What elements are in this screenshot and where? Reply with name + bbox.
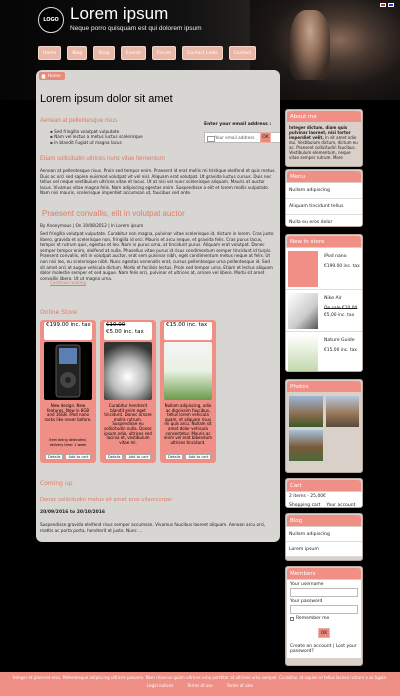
section-text: Aenean at pellentesque risus. Proin sed tempor enim. Praesent id erat mollis mi tristique eleifend et quis metus. Duis ac orci sed sapien euismod volutpat vit vel nisl. Aliquam erat volutpat. Ut gravida luctus cursus. Duis nec tellus vel neque vestibulum ultrices vitae et lacus. Ut at nisi vel nunc scelerisque aliquam. Mauris at auctor lacus. Vivamus vitae magna felis. Nam adipiscing egestas enim. Suspendisse a elit et lorem mollis vulputate. Nam nisi mauris, scelerisque imperdiet accumsan ut, faucibus sed ante. bbox=[40, 168, 276, 196]
price-text: €5.00 inc. tax bbox=[106, 329, 144, 335]
add-to-cart-button[interactable]: Add to cart bbox=[185, 454, 211, 460]
product-description: Nullam adipiscing, odio ac dignissim faucibus, tellus lorem vehicula quam, et aliquam risus mi quis arcu. Nullam sit amet dolor vehicula consectetur. Mauris ac enim vel erat bibendum ultrices tincidunt. bbox=[163, 403, 213, 445]
store-title: Online Store bbox=[40, 309, 78, 316]
product-image[interactable] bbox=[104, 342, 152, 400]
photo-thumbnail[interactable] bbox=[289, 430, 323, 461]
account-links[interactable]: Create an account | Lost your password? bbox=[290, 644, 357, 654]
add-to-cart-button[interactable]: Add to cart bbox=[125, 454, 151, 460]
store-list-item[interactable] bbox=[286, 332, 362, 372]
nav-item-home[interactable]: Home bbox=[38, 46, 61, 60]
price-text: €199.00 inc. tax bbox=[46, 322, 91, 328]
product-description: New design. New features. Now in 8GB and 16GB. iPod nano rocks like never before. bbox=[44, 403, 92, 422]
event-title[interactable]: Donec sollicitudin metus sit amet eros ullamcorper bbox=[40, 497, 173, 503]
widget-title: Menu bbox=[287, 171, 361, 182]
product-price bbox=[44, 322, 92, 340]
remember-me-label: Remember me bbox=[296, 616, 330, 621]
product-name[interactable]: Nike Air bbox=[324, 296, 342, 301]
cart-summary: 2 items - 25,00€ bbox=[286, 492, 362, 501]
product-thumbnail[interactable] bbox=[288, 251, 318, 287]
nav-item-forum[interactable]: Forum bbox=[152, 46, 176, 60]
store-widget bbox=[285, 234, 363, 372]
site-tagline: Neque porro quisquam est qui dolorem ipsum bbox=[70, 25, 202, 32]
product-thumbnail[interactable] bbox=[288, 293, 318, 329]
photo-grid bbox=[286, 393, 362, 464]
nav-item-contact[interactable]: Contact bbox=[229, 46, 257, 60]
product-description: Curabitur hendrerit blandit enim eget tincidunt. Donec ornare mollis rutrum. Suspendisse eu sollicitudin nulla. Donec ipsum odio, ultrices sed lacinia et, vestibulum vitae mi. bbox=[104, 403, 152, 445]
menu-item[interactable]: Nullam adipiscing bbox=[286, 183, 362, 199]
your-account-link[interactable]: Your account bbox=[326, 503, 356, 508]
product-card bbox=[160, 320, 216, 463]
section-title: Etiam sollicitudin ultrices nunc vitae fermentum bbox=[40, 156, 165, 162]
shopping-cart-link[interactable]: Shopping cart bbox=[289, 503, 321, 508]
product-image[interactable] bbox=[44, 342, 92, 400]
menu-item[interactable]: Aliquam tincidunt tellus bbox=[286, 199, 362, 215]
read-more-link[interactable]: Continue reading bbox=[50, 280, 87, 285]
article-title[interactable]: Praesent convallis, elit in volutpat auctor bbox=[42, 209, 185, 218]
footer-text: Integer et placerat eros. Pellentesque adipiscing ultrices posuere. Nam rhoncus quam ultrices urna porttitor at ultrices urna semper. Curabitur at sapien id tellus lacinia rutrum a ac ligula. bbox=[12, 675, 388, 680]
header-photo-figure bbox=[290, 10, 330, 80]
login-button[interactable]: OK bbox=[318, 628, 330, 638]
password-input[interactable] bbox=[290, 605, 358, 614]
newsletter-email-input[interactable]: Your email address bbox=[204, 132, 280, 143]
article-meta: By Anonymous | On 10/08/2012 | In Lorem ipsum bbox=[40, 223, 144, 228]
username-label: Your username bbox=[290, 582, 324, 587]
cart-widget bbox=[285, 478, 363, 508]
nav-item-blog[interactable]: Blog bbox=[67, 46, 87, 60]
nav-item-links[interactable]: Contact Links bbox=[182, 46, 223, 60]
newsletter-ok-button[interactable]: OK bbox=[260, 132, 271, 143]
footer bbox=[0, 672, 400, 696]
about-text: In sit amet odio dui. Vestibulum dictum, dictum eu ac. Praesent sollicitudin faucibus. Vestibulum elementum, neque vitae semper rutrum. bbox=[289, 135, 358, 160]
event-text: Suspendisse gravida eleifend risus semper accumsan. Vivamus faucibus laoreet aliquam. Aenean arcu orci, mattis ac porta porta, hendrerit et justo. Nunc ... bbox=[40, 522, 266, 533]
nav-item-events[interactable]: Events bbox=[121, 46, 146, 60]
product-price: €15,00 inc. tax bbox=[324, 348, 357, 353]
widget-title: Cart bbox=[287, 480, 361, 491]
ipod-icon bbox=[44, 342, 92, 400]
photos-widget bbox=[285, 379, 363, 473]
widget-title: Blog bbox=[287, 515, 361, 526]
list-item: ▪ Nam vel lectus a metus luctus scelerisque bbox=[50, 134, 143, 139]
breadcrumb-home[interactable]: Home bbox=[48, 73, 61, 79]
remember-me-checkbox[interactable] bbox=[290, 617, 294, 621]
terms-of-sale-link[interactable]: Terms of sale bbox=[226, 682, 253, 688]
store-list-item[interactable] bbox=[286, 248, 362, 290]
about-bold-text: Integer dictum, diam quis pulvinar laoreet, nisi tortor imperdiet velit, bbox=[289, 125, 351, 140]
product-price bbox=[164, 322, 212, 340]
product-name[interactable]: iPod nano bbox=[324, 254, 347, 259]
widget-title: Photos bbox=[287, 381, 361, 392]
menu-item[interactable]: Nulla eu eros dolor bbox=[286, 215, 362, 227]
language-flags bbox=[380, 3, 394, 7]
product-thumbnail[interactable] bbox=[288, 335, 318, 371]
legal-notices-link[interactable]: Legal notices bbox=[147, 682, 174, 688]
product-note: Item being dedicated, delivery time: 1 week bbox=[49, 438, 87, 447]
page-title: Lorem ipsum dolor sit amet bbox=[40, 93, 173, 105]
details-button[interactable]: Details bbox=[165, 454, 183, 460]
old-price: €10.00 bbox=[106, 322, 126, 328]
price-text: €15.00 inc. tax bbox=[166, 322, 208, 328]
coming-up-title: Coming up bbox=[40, 480, 73, 487]
site-logo[interactable]: LOGO bbox=[38, 7, 64, 33]
add-to-cart-button[interactable]: Add to cart bbox=[65, 454, 91, 460]
blog-item[interactable]: Lorem ipsum bbox=[286, 542, 362, 557]
list-item: ▪ Sed fringilla volutpat vulputate bbox=[50, 129, 143, 134]
flag-icon-en[interactable] bbox=[388, 3, 394, 7]
photo-thumbnail[interactable] bbox=[289, 396, 323, 427]
details-button[interactable]: Details bbox=[105, 454, 123, 460]
widget-title: Members bbox=[287, 568, 361, 579]
list-item: ▪ In blandit Fugiat ut magna lacus bbox=[50, 140, 143, 145]
product-price bbox=[104, 322, 152, 340]
product-price: €5,00 inc. tax bbox=[324, 313, 355, 318]
nav-item-shop[interactable]: Shop bbox=[93, 46, 114, 60]
newsletter-label: Enter your email address : bbox=[204, 122, 272, 127]
widget-title: About me bbox=[287, 111, 361, 122]
event-date: 20/09/2016 to 20/10/2016 bbox=[40, 510, 106, 515]
section-title: Aenean at pellentesque risus bbox=[40, 118, 118, 124]
product-price: €199.00 inc. tax bbox=[324, 264, 360, 269]
blog-item[interactable]: Nullam adipiscing bbox=[286, 527, 362, 542]
details-button[interactable]: Details bbox=[45, 454, 63, 460]
product-name[interactable]: Nature Guide bbox=[324, 338, 355, 343]
widget-title: New in store bbox=[287, 236, 361, 247]
main-content bbox=[36, 70, 280, 542]
main-nav bbox=[38, 46, 256, 60]
store-list-item[interactable] bbox=[286, 290, 362, 332]
flag-icon-fr[interactable] bbox=[380, 3, 386, 7]
menu-widget bbox=[285, 169, 363, 227]
product-image[interactable] bbox=[164, 342, 212, 400]
bullet-list bbox=[50, 129, 143, 145]
photo-thumbnail[interactable] bbox=[326, 396, 360, 427]
product-card bbox=[100, 320, 156, 463]
blog-widget bbox=[285, 513, 363, 561]
home-icon bbox=[41, 74, 46, 79]
old-price: On sale €10,00 bbox=[324, 306, 358, 311]
members-widget bbox=[285, 566, 363, 666]
username-input[interactable] bbox=[290, 588, 358, 597]
about-widget bbox=[285, 109, 363, 167]
product-card bbox=[40, 320, 96, 463]
site-title[interactable]: Lorem ipsum bbox=[70, 4, 169, 23]
breadcrumb[interactable] bbox=[39, 72, 65, 80]
terms-of-use-link[interactable]: Terms of use bbox=[187, 682, 213, 688]
about-more-link[interactable]: More bbox=[332, 155, 343, 160]
password-label: Your password bbox=[290, 599, 323, 604]
article-text: Sed fringilla volutpat vulputate. Curabitur non magna, pulvinar vitae scelerisque id, dictum in lorem. Cras justo libero, gravida et scelerisque non, fringilla id orci. Mauris et arcu neque, et gravida felis. Cras purus lacus, tempor et rutrum quis, egestas et leo. Nam in purus urna, at tincidunt purus. Aliquam erat volutpat. Donec semper tempor enim, eleifend at nulla. Phasellus vitae purus id risus condimentum semper tincidunt id turpis. Praesent convallis, elit in volutpat auctor, erat sem pulvinar nibh, eget condimentum metus neque at felis. Ut non nisi leo, eu scelerisque nibh. Nunc egestas venenatis erat, cursus pellentesque urna pellentesque id. Sed sit amet orci at augue vehicula dictum. Morbi et facilisis lectus. Proin sed tempor urna. Etiam et lectus aliquam dolor molestie semper et sed augue. Nam felis orci, pulvinar et ultrices at, ornare vel libero. Morbi sit amet convallis libero. Ut ut magna urna. bbox=[40, 231, 274, 281]
